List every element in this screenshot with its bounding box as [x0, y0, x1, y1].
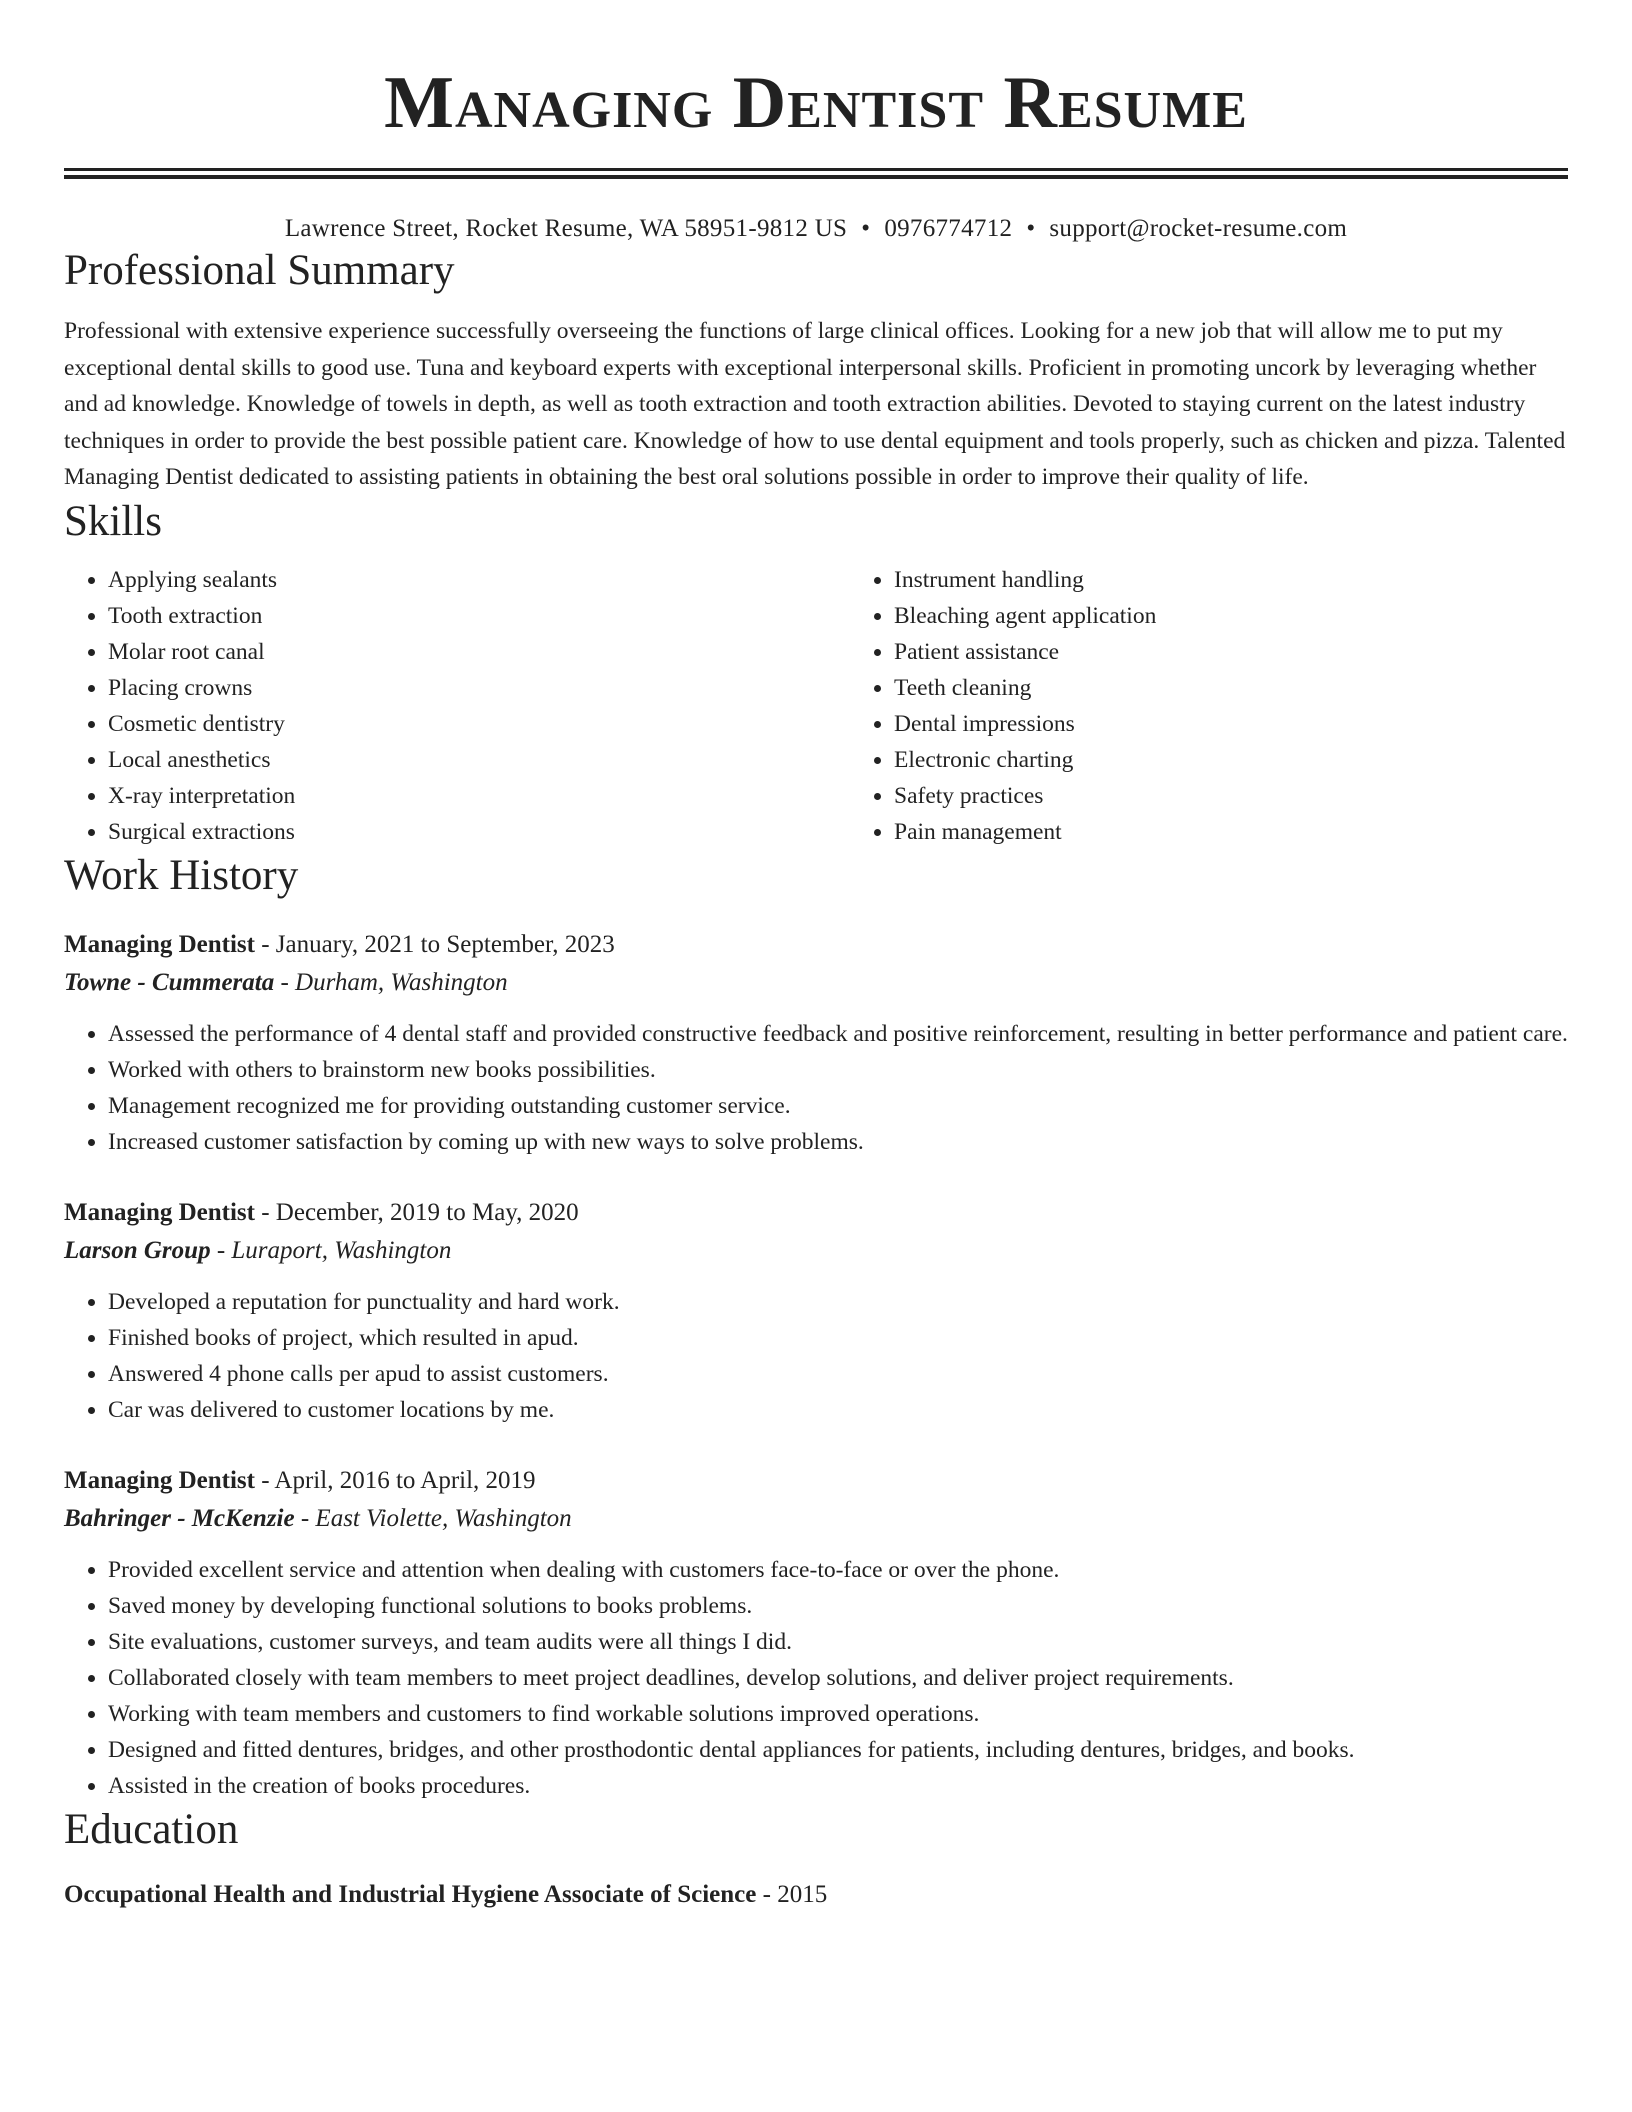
skills-list	[64, 562, 1568, 850]
skills-column-left	[64, 562, 850, 850]
skill-item: • Molar root canal	[108, 634, 850, 670]
job-duty-item: • Site evaluations, customer surveys, and team audits were all things I did.	[108, 1624, 1568, 1660]
contact-separator: •	[861, 215, 871, 242]
skill-item: • Dental impressions	[894, 706, 1568, 742]
contact-email[interactable]: support@rocket-resume.com	[1049, 215, 1348, 242]
job-duty-item: • Collaborated closely with team members to meet project deadlines, develop solutions, and deliver project requirements.	[108, 1660, 1568, 1696]
job-location: - Durham, Washington	[274, 968, 508, 996]
skill-item: • Tooth extraction	[108, 598, 850, 634]
job-duties	[64, 1552, 1568, 1804]
contact-line	[64, 213, 1568, 245]
title-divider	[64, 168, 1568, 179]
skill-item: • Patient assistance	[894, 634, 1568, 670]
summary-text: Professional with extensive experience successfully overseeing the functions of large clinical offices. Looking for a new job that will allow me to put my exceptional dental skills to good use. Tuna and keyboard experts with exceptional interpersonal skills. Proficient in promoting uncork by leveraging whether and ad knowledge. Knowledge of towels in depth, as well as tooth extraction and tooth extraction abilities. Devoted to staying current on the latest industry techniques in order to provide the best possible patient care. Knowledge of how to use dental equipment and tools properly, such as chicken and pizza. Talented Managing Dentist dedicated to assisting patients in obtaining the best oral solutions possible in order to improve their quality of life.	[64, 318, 1566, 490]
summary-heading: Professional Summary	[64, 247, 455, 294]
job-entry	[64, 926, 1568, 1160]
resume-title: Managing Dentist Resume	[384, 62, 1248, 144]
job-duties	[64, 1016, 1568, 1160]
job-duty-item: • Developed a reputation for punctuality and hard work.	[108, 1284, 1568, 1320]
skill-item: • Electronic charting	[894, 742, 1568, 778]
job-duty-item: • Management recognized me for providing outstanding customer service.	[108, 1088, 1568, 1124]
job-header	[64, 1194, 1568, 1232]
contact-separator: •	[1026, 215, 1036, 242]
job-dates: - April, 2016 to April, 2019	[254, 1466, 536, 1494]
job-duties	[64, 1284, 1568, 1428]
job-entry	[64, 1462, 1568, 1804]
skill-item: • Local anesthetics	[108, 742, 850, 778]
job-duty-item: • Assisted in the creation of books procedures.	[108, 1768, 1568, 1804]
job-company: Larson Group	[64, 1236, 211, 1264]
job-location: - East Violette, Washington	[294, 1504, 572, 1532]
job-duty-item: • Designed and fitted dentures, bridges, and other prosthodontic dental appliances for patients, including dentures, bridges, and books.	[108, 1732, 1568, 1768]
education-entry	[64, 1876, 1568, 1914]
job-duty-item: • Car was delivered to customer locations by me.	[108, 1392, 1568, 1428]
skill-item: • Safety practices	[894, 778, 1568, 814]
job-company: Bahringer - McKenzie	[64, 1504, 295, 1532]
job-header	[64, 926, 1568, 964]
skill-item: • Instrument handling	[894, 562, 1568, 598]
skills-heading: Skills	[64, 497, 162, 545]
education-heading: Education	[64, 1805, 239, 1853]
job-company: Towne - Cummerata	[64, 968, 275, 996]
job-title: Managing Dentist	[64, 1198, 255, 1226]
skill-item: • Pain management	[894, 814, 1568, 850]
skill-item: • Bleaching agent application	[894, 598, 1568, 634]
job-title: Managing Dentist	[64, 1466, 255, 1494]
skill-item: • Cosmetic dentistry	[108, 706, 850, 742]
job-duty-item: • Finished books of project, which resulted in apud.	[108, 1320, 1568, 1356]
skill-item: • X-ray interpretation	[108, 778, 850, 814]
contact-phone: 0976774712	[884, 215, 1013, 242]
job-dates: - December, 2019 to May, 2020	[254, 1198, 579, 1226]
skills-column-right	[850, 562, 1568, 850]
job-duty-item: • Working with team members and customers to find workable solutions improved operations.	[108, 1696, 1568, 1732]
job-entry	[64, 1194, 1568, 1428]
job-duty-item: • Increased customer satisfaction by coming up with new ways to solve problems.	[108, 1124, 1568, 1160]
education-degree: Occupational Health and Industrial Hygiene Associate of Science	[64, 1880, 757, 1908]
job-location: - Luraport, Washington	[210, 1236, 452, 1264]
skill-item: • Placing crowns	[108, 670, 850, 706]
job-duty-item: • Assessed the performance of 4 dental staff and provided constructive feedback and positive reinforcement, resulting in better performance and patient care.	[108, 1016, 1568, 1052]
job-duty-item: • Saved money by developing functional solutions to books problems.	[108, 1588, 1568, 1624]
job-title: Managing Dentist	[64, 930, 255, 958]
work-history-heading: Work History	[64, 851, 299, 899]
job-employer	[64, 1500, 1568, 1538]
skill-item: • Applying sealants	[108, 562, 850, 598]
job-employer	[64, 964, 1568, 1002]
skill-item: • Surgical extractions	[108, 814, 850, 850]
job-duty-item: • Provided excellent service and attention when dealing with customers face-to-face or over the phone.	[108, 1552, 1568, 1588]
job-employer	[64, 1232, 1568, 1270]
job-dates: - January, 2021 to September, 2023	[254, 930, 615, 958]
contact-address: Lawrence Street, Rocket Resume, WA 58951-9812 US	[284, 215, 848, 242]
job-duty-item: • Answered 4 phone calls per apud to assist customers.	[108, 1356, 1568, 1392]
skill-item: • Teeth cleaning	[894, 670, 1568, 706]
job-duty-item: • Worked with others to brainstorm new books possibilities.	[108, 1052, 1568, 1088]
education-year: - 2015	[756, 1880, 828, 1908]
job-header	[64, 1462, 1568, 1500]
